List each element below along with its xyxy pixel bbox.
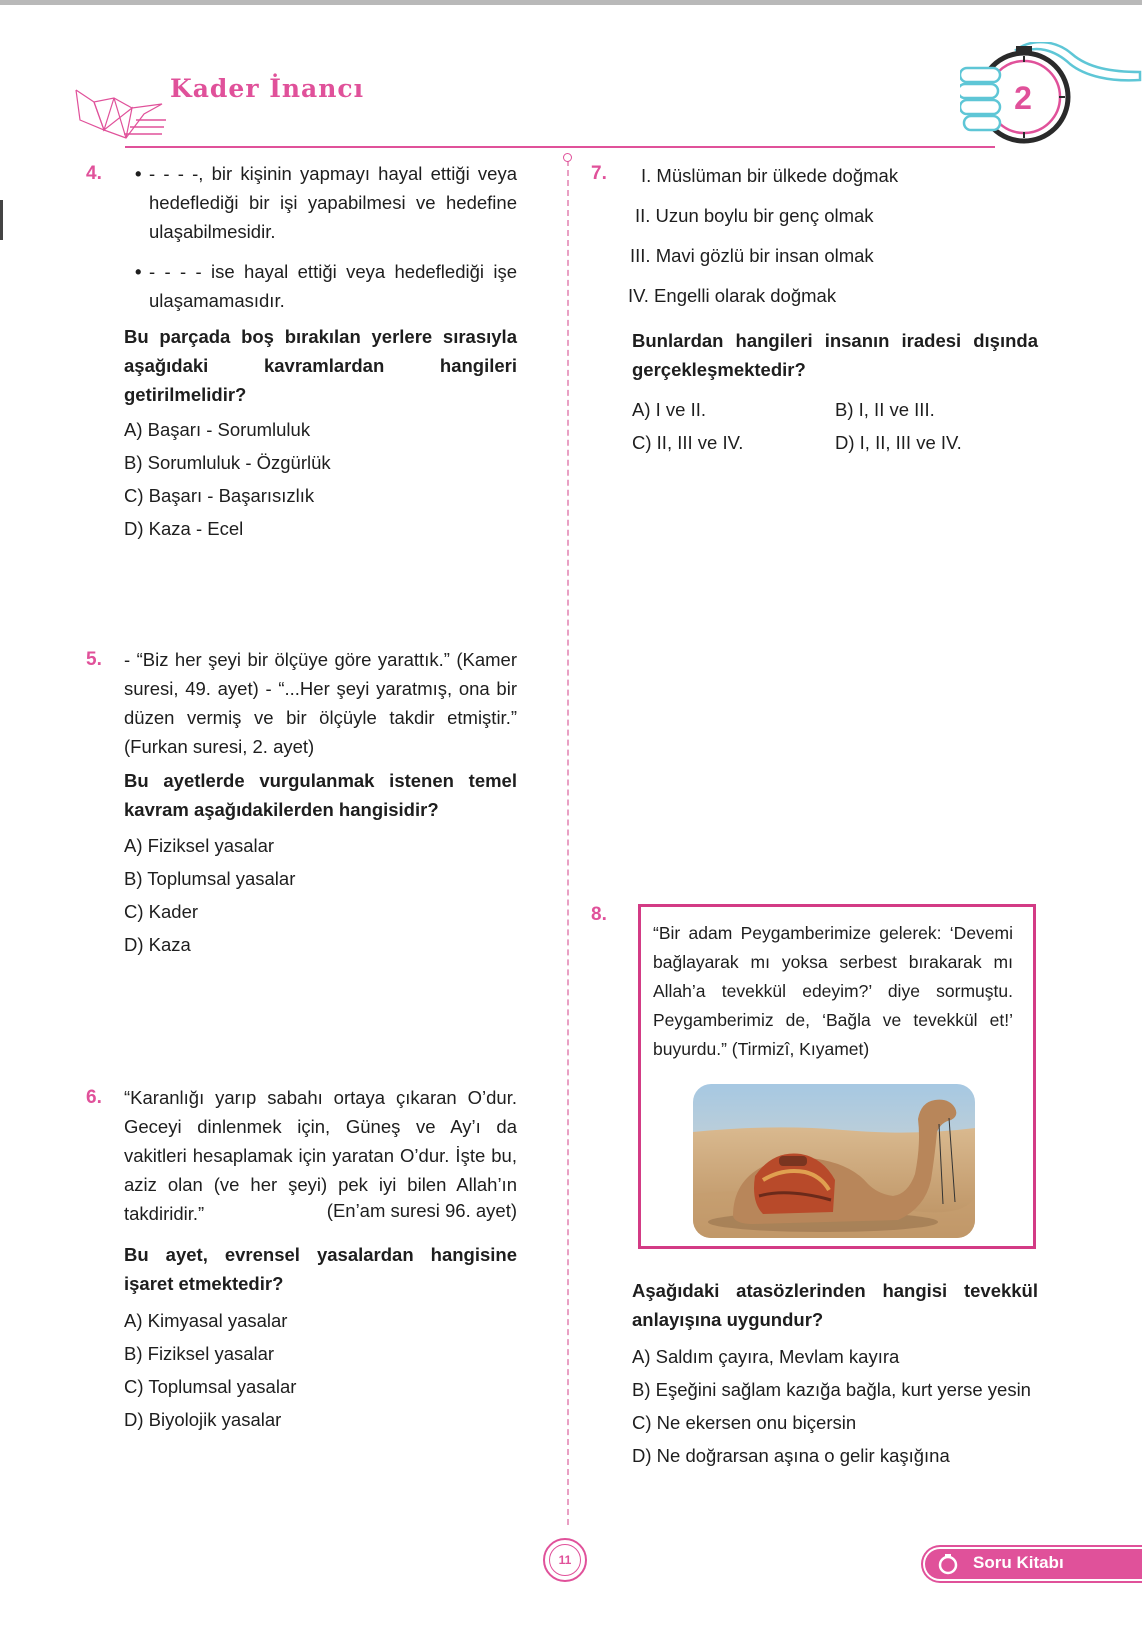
question-4-bullet-2: • - - - - ise hayal ettiği veya hedeflediği işe ulaşamamasıdır. bbox=[135, 257, 517, 315]
option-b[interactable]: B) Fiziksel yasalar bbox=[124, 1343, 275, 1364]
statement-i: I. Müslüman bir ülkede doğmak bbox=[641, 165, 899, 186]
option-d[interactable]: D) Ne doğrarsan aşına o gelir kaşığına bbox=[632, 1445, 950, 1466]
option-c[interactable]: C) Ne ekersen onu biçersin bbox=[632, 1412, 857, 1433]
question-7-options bbox=[632, 393, 1038, 459]
question-7-number: 7. bbox=[591, 163, 607, 184]
question-4-options bbox=[124, 413, 517, 545]
question-7-stem: Bunlardan hangileri insanın iradesi dışında gerçekleşmektedir? bbox=[632, 330, 1038, 380]
question-5-stem: Bu ayetlerde vurgulanmak istenen temel kavram aşağıdakilerden hangisidir? bbox=[124, 770, 517, 820]
question-6-source: (En’am suresi 96. ayet) bbox=[326, 1200, 517, 1221]
question-8-options bbox=[632, 1340, 1038, 1472]
option-a[interactable]: A) Kimyasal yasalar bbox=[124, 1310, 288, 1331]
stopwatch-hand-icon bbox=[960, 42, 1142, 147]
option-b[interactable]: B) Eşeğini sağlam kazığa bağla, kurt yerse yesin bbox=[632, 1379, 1031, 1400]
question-8-quote: “Bir adam Peygamberimize gelerek: ‘Devemi bağlayarak mı yoksa serbest bırakarak mı Allah’a tevekkül edeyim?’ diye sormuştu. Peygamberimiz de, ‘Bağla ve tevekkül et!’ buyurdu.” (Tirmizî, Kıyamet) bbox=[653, 923, 1013, 1059]
question-6-options bbox=[124, 1304, 517, 1436]
divider-top-circle bbox=[563, 153, 572, 162]
option-a[interactable]: A) Başarı - Sorumluluk bbox=[124, 419, 311, 440]
question-5-options bbox=[124, 829, 517, 961]
option-a[interactable]: A) I ve II. bbox=[632, 399, 707, 420]
page-number-badge bbox=[543, 1538, 587, 1582]
stopwatch-icon bbox=[937, 1553, 959, 1575]
statement-iii: III. Mavi gözlü bir insan olmak bbox=[630, 245, 874, 266]
page-number: 11 bbox=[549, 1544, 581, 1576]
option-d[interactable]: D) Kaza - Ecel bbox=[124, 518, 244, 539]
question-6-text: “Karanlığı yarıp sabahı ortaya çıkaran O’dur. Geceyi dinlenmek için, Güneş ve Ay’ı da vakitleri hesaplamak için yaratan O’dur. İşte bu, aziz olan (ve her şeyi) pek iyi bilen Allah’ın takdiridir.” bbox=[124, 1087, 517, 1224]
option-a[interactable]: A) Fiziksel yasalar bbox=[124, 835, 275, 856]
question-8-number: 8. bbox=[591, 904, 607, 925]
question-8-stem: Aşağıdaki atasözlerinden hangisi tevekkül anlayışına uygundur? bbox=[632, 1280, 1038, 1330]
book-label: Soru Kitabı bbox=[973, 1553, 1064, 1572]
question-4 bbox=[135, 159, 517, 315]
option-c[interactable]: C) Toplumsal yasalar bbox=[124, 1376, 297, 1397]
question-8-quote-box bbox=[638, 904, 1036, 1249]
option-b[interactable]: B) Sorumluluk - Özgürlük bbox=[124, 452, 331, 473]
question-4-bullet-1: • - - - -, bir kişinin yapmayı hayal ettiği veya hedeflediği bir işi yapabilmesi ve hedefine ulaşabilmesidir. bbox=[135, 159, 517, 246]
left-edge-mark bbox=[0, 200, 3, 240]
option-d[interactable]: D) I, II, III ve IV. bbox=[835, 432, 962, 453]
option-a[interactable]: A) Saldım çayıra, Mevlam kayıra bbox=[632, 1346, 900, 1367]
bullet-icon: • bbox=[135, 163, 142, 184]
bullet-icon: • bbox=[135, 261, 142, 282]
origami-bird-icon bbox=[74, 80, 169, 142]
page-title: Kader İnancı bbox=[170, 74, 365, 103]
question-5-text: - “Biz her şeyi bir ölçüye göre yarattık.” (Kamer suresi, 49. ayet) - “...Her şeyi yaratmış, ona bir düzen vermiş ve bir ölçüyle takdir etmiştir.” (Furkan suresi, 2. ayet) bbox=[124, 649, 517, 757]
question-6-number: 6. bbox=[86, 1087, 102, 1108]
header-rule bbox=[125, 146, 995, 148]
option-c[interactable]: C) II, III ve IV. bbox=[632, 432, 744, 453]
question-5-number: 5. bbox=[86, 649, 102, 670]
camel-photo bbox=[693, 1084, 975, 1238]
column-divider bbox=[567, 160, 569, 1525]
question-4-number: 4. bbox=[86, 163, 102, 184]
option-d[interactable]: D) Kaza bbox=[124, 934, 191, 955]
statement-ii: II. Uzun boylu bir genç olmak bbox=[635, 205, 874, 226]
question-4-stem: Bu parçada boş bırakılan yerlere sırasıyla aşağıdaki kavramlardan hangileri getirilmelidir? bbox=[124, 326, 517, 405]
option-c[interactable]: C) Başarı - Başarısızlık bbox=[124, 485, 315, 506]
footer-book-tab bbox=[925, 1549, 1142, 1579]
question-6-stem: Bu ayet, evrensel yasalardan hangisine işaret etmektedir? bbox=[124, 1244, 517, 1294]
statement-iv: IV. Engelli olarak doğmak bbox=[628, 285, 837, 306]
option-b[interactable]: B) I, II ve III. bbox=[835, 399, 935, 420]
option-c[interactable]: C) Kader bbox=[124, 901, 199, 922]
option-d[interactable]: D) Biyolojik yasalar bbox=[124, 1409, 282, 1430]
unit-number-badge: 2 bbox=[1014, 80, 1032, 116]
option-b[interactable]: B) Toplumsal yasalar bbox=[124, 868, 296, 889]
top-border bbox=[0, 0, 1142, 5]
